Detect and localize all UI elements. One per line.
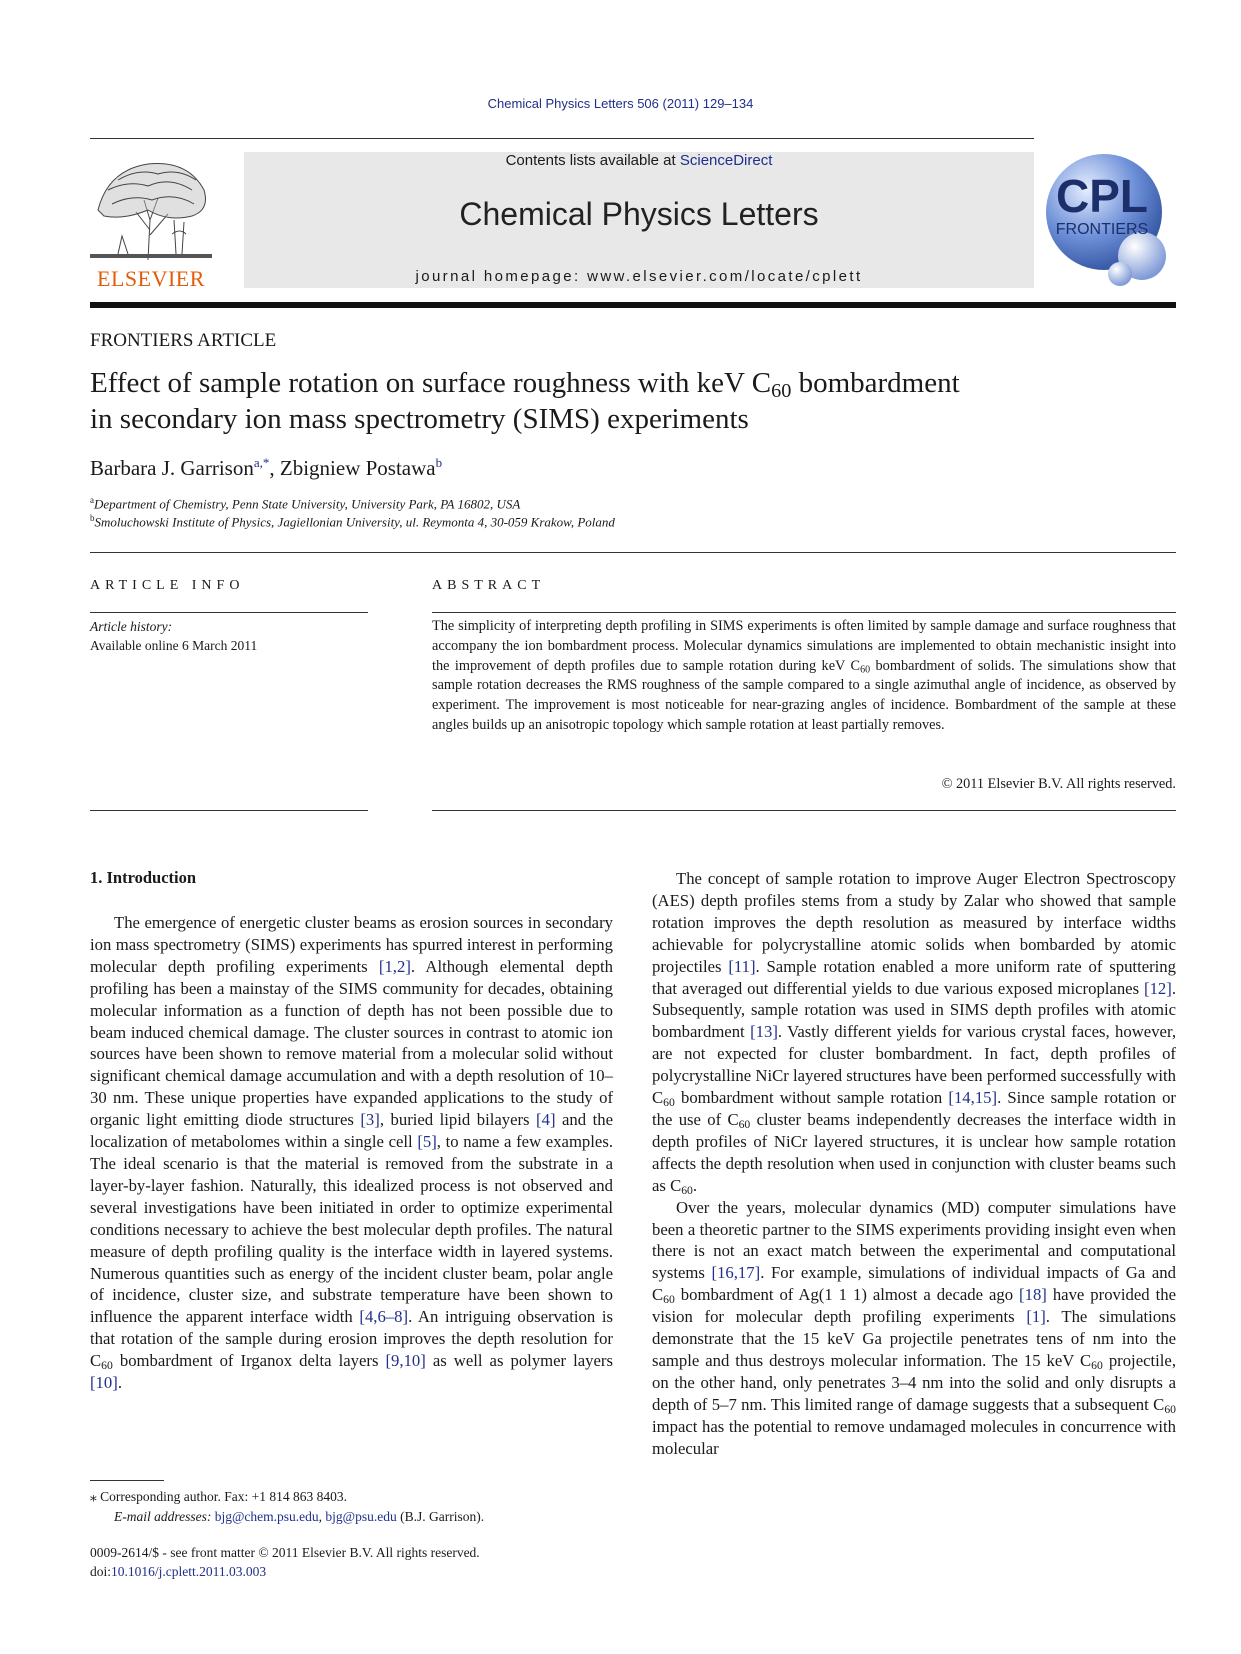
author-list	[90, 455, 442, 481]
author-2-affil-link[interactable]: b	[435, 455, 443, 470]
article-info-rule-top	[90, 612, 368, 613]
email-line	[90, 1507, 484, 1527]
citation-link[interactable]: [10]	[90, 1373, 118, 1393]
cpl-logo-small: FRONTIERS	[1055, 221, 1149, 238]
citation-link[interactable]: [16,17]	[711, 1263, 761, 1283]
elsevier-tree-icon	[88, 150, 214, 262]
abstract-rule-bottom	[432, 810, 1176, 811]
body-column-right	[652, 868, 1176, 1459]
abstract-rule-top	[432, 612, 1176, 613]
article-history-value: Available online 6 March 2011	[90, 638, 258, 653]
doi-link[interactable]: 10.1016/j.cplett.2011.03.003	[111, 1564, 267, 1579]
body-text: The concept of sample rotation to improve Auger Electron Spectroscopy (AES) depth profiles stems from a study by Zalar who showed that sample rotation improves the depth resolution as measured by interface widths achievable for polycrystalline atomic solids when bombarded by atomic projectiles	[652, 869, 1176, 976]
divider-rule	[90, 552, 1176, 553]
footnote	[90, 1487, 484, 1527]
title-line-1-post: bombardment	[791, 367, 960, 399]
body-text: cluster beams independently decreases the interface width in depth profiles of NiCr layered structures, it is unclear how sample rotation affects the depth resolution when used in conjunction with cluster beams such as C	[652, 1109, 1176, 1195]
body-text: .	[117, 1373, 122, 1393]
section-heading-introduction: 1. Introduction	[90, 868, 197, 887]
elsevier-wordmark: ELSEVIER	[97, 266, 205, 291]
body-text: Over the years, molecular dynamics (MD) computer simulations have been a theoretic partner to the SIMS experiments providing insight even when there is not an exact match between the experimental and computational systems	[652, 1197, 1176, 1283]
title-line-1-pre: Effect of sample rotation on surface roughness with keV C	[90, 367, 772, 399]
title-line-1	[90, 365, 1180, 401]
article-type: FRONTIERS ARTICLE	[90, 330, 277, 351]
body-text: bombardment without sample rotation	[674, 1088, 949, 1108]
email-owner: (B.J. Garrison).	[396, 1509, 485, 1524]
abstract-heading: ABSTRACT	[432, 578, 546, 593]
citation-link[interactable]: [11]	[728, 956, 756, 976]
author-separator: ,	[269, 456, 280, 480]
author-1-affil-link[interactable]: a,*	[253, 455, 270, 470]
abstract-text-1: The simplicity of interpreting depth profiling in SIMS experiments is often limited by sample damage and surface roughness that accompany the ion bombardment process. Molecular dynamics simulations are implemented to obtain mechanistic insight into the improvement of depth profiles due to sample rotation during keV C	[432, 618, 1176, 674]
abstract-body	[432, 617, 1176, 736]
issn-line: 0009-2614/$ - see front matter © 2011 Elsevier B.V. All rights reserved.	[90, 1545, 480, 1560]
corresponding-author-note	[90, 1487, 484, 1507]
body-column-left	[90, 912, 613, 1394]
cpl-sphere-icon	[1040, 150, 1176, 292]
affiliation-a-marker: a	[90, 495, 94, 505]
footnote-star: ⁎	[90, 1489, 97, 1504]
header-rule	[90, 138, 1034, 139]
email-separator: ,	[318, 1509, 326, 1524]
citation-link[interactable]: [1]	[1026, 1307, 1046, 1327]
subscript: 60	[663, 1293, 675, 1307]
body-text: .	[692, 1175, 698, 1195]
body-text: . For example, simulations of individual impacts of Ga and C	[652, 1263, 1176, 1305]
journal-banner	[244, 152, 1034, 288]
body-text: impact has the potential to remove undamaged molecules in concurrence with molecular	[652, 1416, 1176, 1458]
subscript: 60	[663, 1095, 675, 1109]
body-text: . Although elemental depth profiling has been a mainstay of the SIMS community for decades, obtaining molecular information as a function of depth has not been possible due to beam induced chemical damage. The cluster sources in contrast to atomic ion sources have been shown to remove material from a molecular solid without significant chemical damage accumulation and with a depth resolution of 10–30 nm. These unique properties have expanded applications to the study of organic light emitting diode structures	[90, 956, 613, 1130]
body-text: projectile, on the other hand, only penetrates 3–4 nm into the solid and only disrupts a depth of 5–7 nm. This limited range of damage suggests that a subsequent C	[652, 1350, 1176, 1414]
subscript: 60	[1164, 1402, 1176, 1416]
body-text: . An intriguing observation is that rotation of the sample during erosion improves the depth resolution for C	[90, 1307, 613, 1371]
sciencedirect-link[interactable]: ScienceDirect	[679, 152, 773, 169]
citation-link[interactable]: [12]	[1144, 978, 1172, 998]
body-text: . Subsequently, sample rotation was used in SIMS depth profiles with atomic bombardment	[652, 978, 1176, 1042]
body-text: . Since sample rotation or the use of C	[652, 1088, 1176, 1129]
body-text: bombardment of Irganox delta layers	[112, 1351, 386, 1371]
title-line-2: in secondary ion mass spectrometry (SIMS) experiments	[90, 403, 749, 435]
citation-link[interactable]: [4,6–8]	[359, 1307, 409, 1327]
journal-citation[interactable]: Chemical Physics Letters 506 (2011) 129–134	[487, 96, 754, 111]
body-text: , buried lipid bilayers	[379, 1110, 537, 1130]
body-text: and the localization of metabolomes within a single cell	[90, 1110, 613, 1152]
abstract-copyright: © 2011 Elsevier B.V. All rights reserved.	[941, 776, 1176, 792]
cpl-frontiers-logo[interactable]	[1040, 150, 1176, 292]
intro-paragraph-2	[652, 868, 1176, 1197]
intro-paragraph-1	[90, 912, 613, 1394]
body-text: . The simulations demonstrate that the 15 keV Ga projectile penetrates tens of nm into the sample and thus destroys molecular information. The 15 keV C	[652, 1307, 1176, 1370]
affiliation-a	[90, 495, 520, 512]
journal-homepage[interactable]: journal homepage: www.elsevier.com/locate/cplett	[415, 268, 863, 285]
contents-line	[244, 152, 1034, 169]
intro-paragraph-3	[652, 1197, 1176, 1460]
journal-title: Chemical Physics Letters	[459, 196, 819, 232]
body-text: have provided the vision for molecular depth profiling experiments	[652, 1285, 1176, 1327]
email-link-1[interactable]: bjg@chem.psu.edu	[214, 1509, 319, 1524]
subscript: 60	[1091, 1358, 1103, 1372]
footnote-rule	[90, 1480, 164, 1481]
affiliation-b-marker: b	[90, 513, 95, 523]
subscript: 60	[681, 1183, 693, 1197]
elsevier-logo[interactable]	[88, 150, 214, 292]
title-subscript: 60	[771, 380, 792, 403]
doi-label: doi:	[90, 1564, 112, 1579]
citation-link[interactable]: [5]	[417, 1132, 437, 1152]
contents-prefix: Contents lists available at	[505, 152, 676, 169]
citation-link[interactable]: [4]	[536, 1110, 556, 1130]
abstract-subscript: 60	[860, 664, 871, 676]
body-text: as well as polymer layers	[425, 1351, 613, 1371]
body-text: bombardment of Ag(1 1 1) almost a decade ago	[674, 1285, 1020, 1305]
citation-link[interactable]: [14,15]	[948, 1088, 998, 1108]
subscript: 60	[101, 1359, 113, 1373]
citation-link[interactable]: [9,10]	[385, 1351, 426, 1371]
affiliation-b	[90, 513, 615, 530]
cpl-logo-big: CPL	[1056, 170, 1148, 222]
body-text: , to name a few examples. The ideal scenario is that the material is removed from the substrate in a layer-by-layer fashion. Naturally, this idealized process is not observed and several investigations have been initiated in order to optimize experimental conditions necessary to achieve the best molecular depth profiles. The natural measure of depth profiling quality is the interface width in layered systems. Numerous quantities such as energy of the incident cluster beam, polar angle of incidence, cluster size, and substrate temperature have been shown to influence the apparent interface width	[90, 1132, 613, 1327]
citation-link[interactable]: [1,2]	[378, 956, 411, 976]
abstract-text-2: bombardment of solids. The simulations show that sample rotation decreases the RMS roughness of the sample compared to a single azimuthal angle of incidence, as observed by experiment. The improvement is most noticeable for near-grazing angles of incidence. Bombardment of the sample at these angles builds up an anisotropic topology which sample rotation at least partially removes.	[432, 657, 1176, 733]
body-text: . Vastly different yields for various crystal faces, however, are not expected for cluster bombardment. In fact, depth profiles of polycrystalline NiCr layered structures have been performed successfully with C	[652, 1022, 1177, 1108]
email-label: E-mail addresses:	[114, 1509, 212, 1524]
subscript: 60	[738, 1117, 751, 1131]
article-info-heading: ARTICLE INFO	[90, 578, 245, 593]
citation-link[interactable]: [13]	[750, 1022, 778, 1042]
article-info-rule-bottom	[90, 810, 368, 811]
affiliation-b-text: Smoluchowski Institute of Physics, Jagiellonian University, ul. Reymonta 4, 30-059 Krakow, Poland	[94, 514, 615, 530]
body-text: The emergence of energetic cluster beams as erosion sources in secondary ion mass spectrometry (SIMS) experiments has spurred interest in performing molecular depth profiling experiments	[90, 913, 613, 976]
doi-line	[90, 1562, 480, 1581]
header-thick-rule	[90, 302, 1176, 308]
email-link-2[interactable]: bjg@psu.edu	[325, 1509, 397, 1524]
corresponding-author-text: Corresponding author. Fax: +1 814 863 8403.	[100, 1489, 347, 1504]
author-1: Barbara J. Garrison	[90, 456, 254, 480]
citation-link[interactable]: [3]	[360, 1110, 380, 1130]
article-history-label: Article history:	[90, 619, 173, 634]
citation-link[interactable]: [18]	[1019, 1285, 1047, 1305]
page-footer	[90, 1543, 480, 1581]
author-2: Zbigniew Postawa	[279, 456, 436, 480]
body-text: . Sample rotation enabled a more uniform rate of sputtering that averaged out differential yields to due various exposed microplanes	[652, 956, 1176, 998]
affiliation-a-text: Department of Chemistry, Penn State University, University Park, PA 16802, USA	[94, 496, 521, 512]
article-title	[90, 365, 1180, 437]
